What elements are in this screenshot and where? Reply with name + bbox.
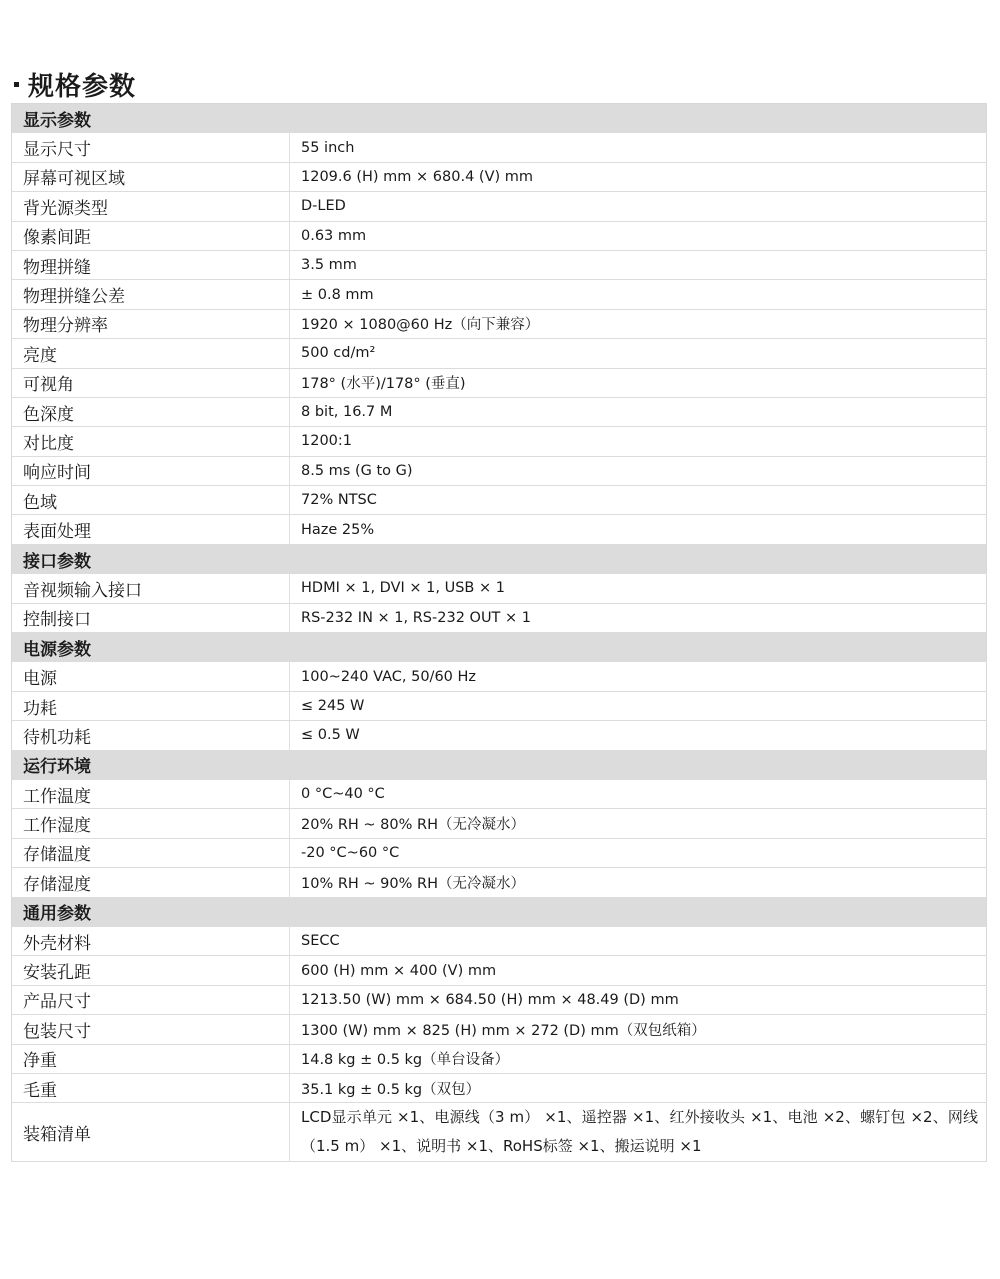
spec-label: 音视频输入接口	[12, 574, 290, 603]
spec-value: ± 0.8 mm	[290, 280, 987, 309]
spec-label: 像素间距	[12, 221, 290, 250]
spec-value: 72% NTSC	[290, 486, 987, 515]
spec-label: 表面处理	[12, 515, 290, 544]
spec-value: 20% RH ~ 80% RH（无冷凝水）	[290, 809, 987, 838]
table-row	[12, 133, 987, 162]
spec-label: 色深度	[12, 397, 290, 426]
spec-value: 14.8 kg ± 0.5 kg（单台设备）	[290, 1044, 987, 1073]
spec-value: 55 inch	[290, 133, 987, 162]
table-row	[12, 779, 987, 808]
group-header-row	[12, 544, 987, 573]
table-row	[12, 309, 987, 338]
group-header: 接口参数	[12, 544, 987, 573]
spec-value: LCD显示单元 ×1、电源线（3 m） ×1、遥控器 ×1、红外接收头 ×1、电池 ×2、螺钉包 ×2、网线（1.5 m） ×1、说明书 ×1、RoHS标签 ×1、搬运说明 ×1	[290, 1103, 987, 1162]
table-row	[12, 368, 987, 397]
group-header: 电源参数	[12, 633, 987, 662]
spec-label: 外壳材料	[12, 926, 290, 955]
spec-label: 存储温度	[12, 838, 290, 867]
spec-value: 10% RH ~ 90% RH（无冷凝水）	[290, 868, 987, 897]
table-row	[12, 721, 987, 750]
table-row	[12, 662, 987, 691]
group-header: 通用参数	[12, 897, 987, 926]
spec-value: 500 cd/m²	[290, 339, 987, 368]
spec-value: HDMI × 1, DVI × 1, USB × 1	[290, 574, 987, 603]
spec-value: Haze 25%	[290, 515, 987, 544]
table-row	[12, 339, 987, 368]
group-header-row	[12, 633, 987, 662]
spec-table-body	[12, 104, 987, 1162]
spec-value: 8 bit, 16.7 M	[290, 397, 987, 426]
table-row	[12, 1073, 987, 1102]
spec-label: 物理拼缝公差	[12, 280, 290, 309]
table-row	[12, 926, 987, 955]
spec-value: RS-232 IN × 1, RS-232 OUT × 1	[290, 603, 987, 632]
spec-label: 控制接口	[12, 603, 290, 632]
table-row	[12, 603, 987, 632]
table-row	[12, 456, 987, 485]
spec-label: 可视角	[12, 368, 290, 397]
spec-label: 装箱清单	[12, 1103, 290, 1162]
table-row	[12, 574, 987, 603]
spec-table	[11, 103, 987, 1162]
spec-label: 功耗	[12, 691, 290, 720]
spec-value: 0 °C~40 °C	[290, 779, 987, 808]
table-row	[12, 809, 987, 838]
spec-value: 1213.50 (W) mm × 684.50 (H) mm × 48.49 (D) mm	[290, 985, 987, 1014]
spec-label: 电源	[12, 662, 290, 691]
spec-value: 35.1 kg ± 0.5 kg（双包）	[290, 1073, 987, 1102]
spec-value: 0.63 mm	[290, 221, 987, 250]
group-header-row	[12, 750, 987, 779]
table-row	[12, 486, 987, 515]
spec-label: 毛重	[12, 1073, 290, 1102]
table-row	[12, 1103, 987, 1162]
spec-label: 工作温度	[12, 779, 290, 808]
spec-label: 工作湿度	[12, 809, 290, 838]
table-row	[12, 280, 987, 309]
spec-label: 物理分辨率	[12, 309, 290, 338]
group-header: 运行环境	[12, 750, 987, 779]
table-row	[12, 397, 987, 426]
spec-label: 净重	[12, 1044, 290, 1073]
group-header-row	[12, 897, 987, 926]
page-title	[14, 66, 136, 103]
table-row	[12, 192, 987, 221]
spec-label: 待机功耗	[12, 721, 290, 750]
spec-value: 100~240 VAC, 50/60 Hz	[290, 662, 987, 691]
spec-label: 包装尺寸	[12, 1015, 290, 1044]
spec-label: 对比度	[12, 427, 290, 456]
spec-value: 1209.6 (H) mm × 680.4 (V) mm	[290, 162, 987, 191]
table-row	[12, 250, 987, 279]
group-header-row	[12, 104, 987, 133]
title-bullet-icon	[14, 82, 19, 87]
spec-value: -20 °C~60 °C	[290, 838, 987, 867]
spec-label: 背光源类型	[12, 192, 290, 221]
table-row	[12, 985, 987, 1014]
spec-label: 存储湿度	[12, 868, 290, 897]
spec-label: 物理拼缝	[12, 250, 290, 279]
spec-value: 1920 × 1080@60 Hz（向下兼容）	[290, 309, 987, 338]
table-row	[12, 838, 987, 867]
spec-value: 1200:1	[290, 427, 987, 456]
spec-label: 产品尺寸	[12, 985, 290, 1014]
table-row	[12, 221, 987, 250]
spec-label: 安装孔距	[12, 956, 290, 985]
spec-value: 600 (H) mm × 400 (V) mm	[290, 956, 987, 985]
spec-value: D-LED	[290, 192, 987, 221]
spec-label: 色域	[12, 486, 290, 515]
table-row	[12, 868, 987, 897]
table-row	[12, 691, 987, 720]
spec-value: 3.5 mm	[290, 250, 987, 279]
page-title-text: 规格参数	[28, 72, 137, 102]
table-row	[12, 1015, 987, 1044]
table-row	[12, 515, 987, 544]
spec-value: ≤ 0.5 W	[290, 721, 987, 750]
table-row	[12, 162, 987, 191]
spec-label: 响应时间	[12, 456, 290, 485]
table-row	[12, 956, 987, 985]
spec-value: 178° (水平)/178° (垂直)	[290, 368, 987, 397]
spec-label: 显示尺寸	[12, 133, 290, 162]
table-row	[12, 427, 987, 456]
spec-label: 屏幕可视区域	[12, 162, 290, 191]
spec-label: 亮度	[12, 339, 290, 368]
spec-value: 8.5 ms (G to G)	[290, 456, 987, 485]
spec-value: ≤ 245 W	[290, 691, 987, 720]
spec-value: SECC	[290, 926, 987, 955]
table-row	[12, 1044, 987, 1073]
group-header: 显示参数	[12, 104, 987, 133]
spec-value: 1300 (W) mm × 825 (H) mm × 272 (D) mm（双包纸箱）	[290, 1015, 987, 1044]
